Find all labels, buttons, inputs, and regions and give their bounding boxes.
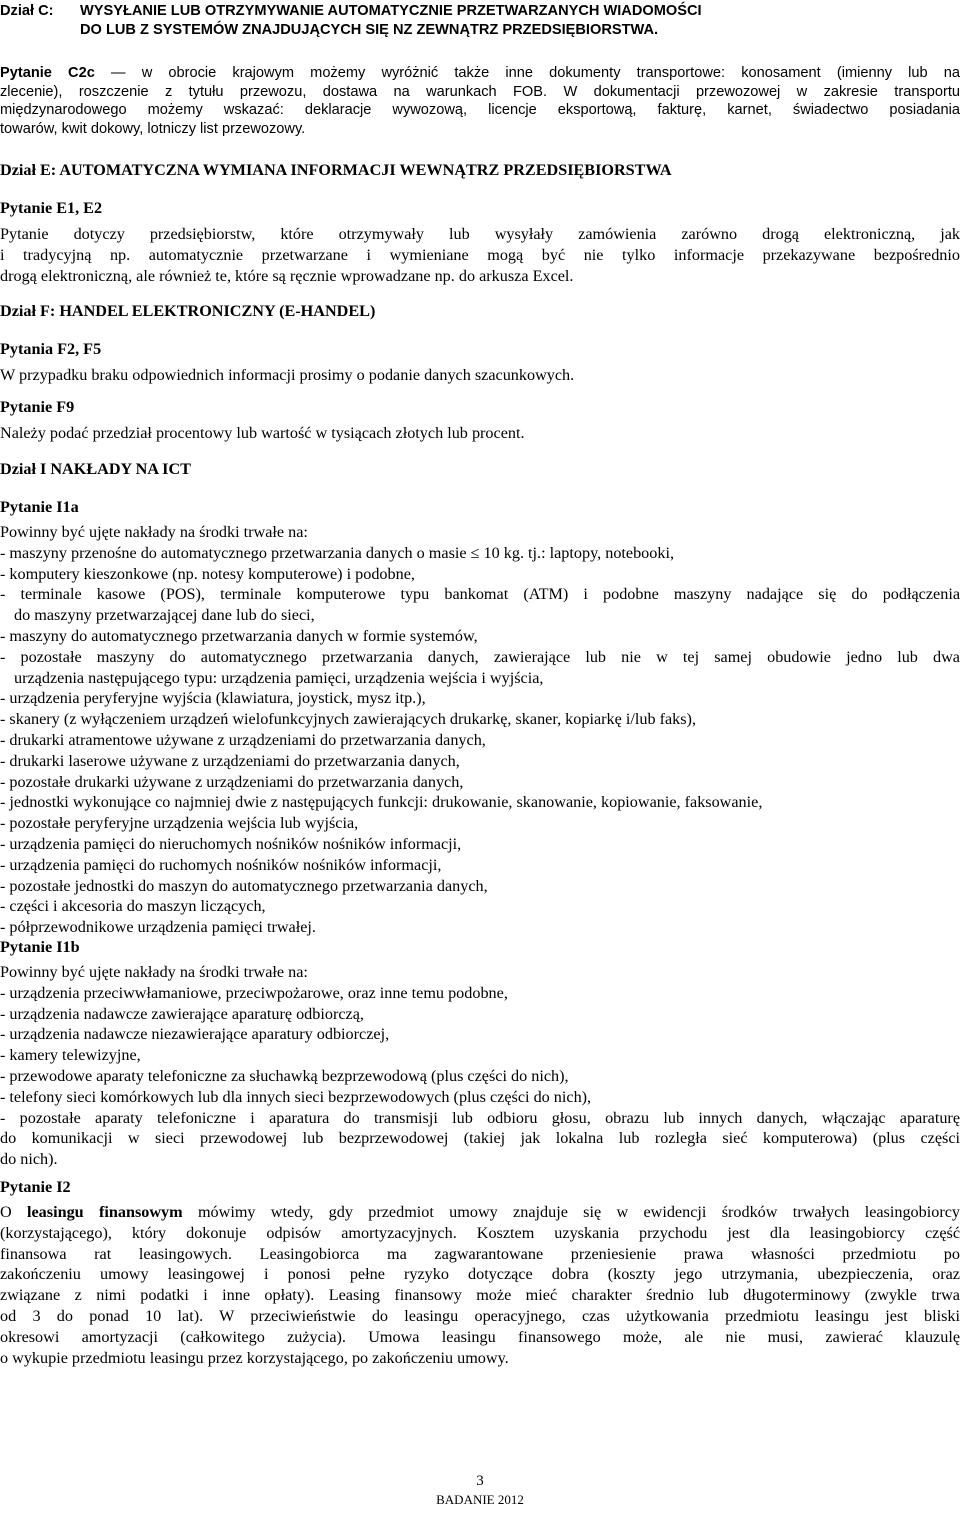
list-item: - pozostałe maszyny do automatycznego przetwarzania danych, zawierające lub nie w tej samej obudowie jedno lub dwa [0,647,960,666]
list-item: - pozostałe peryferyjne urządzenia wejścia lub wyjścia, [0,814,359,833]
list-item: - przewodowe aparaty telefoniczne za słuchawką bezprzewodową (plus części do nich), [0,1066,569,1085]
list-item: - urządzenia pamięci do nieruchomych nośników nośników informacji, [0,834,462,853]
list-item: - terminale kasowe (POS), terminale komputerowe typu bankomat (ATM) i podobne maszyny nadające się do podłączenia [0,585,960,604]
list-item: - drukarki atramentowe używane z urządzeniami do przetwarzania danych, [0,730,486,749]
i2-paragraph: O leasingu finansowym mówimy wtedy, gdy przedmiot umowy znajduje się w ewidencji środków trwałych leasingobiorcy (korzystającego), który dokonuje odpisów amortyzacyjnych. Kosztem uzyskania przychodu jest dla leasingobiorcy część finansowa rat leasingowych. Leasingobiorca ma zagwarantowane przeniesienie prawa własności przedmiotu po zakończeniu umowy leasingowej i ponosi pełne ryzyko dotyczące dobra (koszty jego utrzymania, ubezpieczenia, oraz związane z nimi podatki i inne opłaty). Leasing finansowy może mieć charakter średnio lub długoterminowy (zwykle trwa od 3 do ponad 10 lat). W przeciwieństwie do leasingu operacyjnego, czas użytkowania przedmiotu leasingu jest bliski okresowi amortyzacji (całkowitego zużycia). Umowa leasingu finansowego może, ale nie musi, zawierać klauzulę o wykupie przedmiotu leasingu przez korzystającego, po zakończeniu umowy. [0,1203,960,1367]
i1b-intro: Powinny być ujęte nakłady na środki trwałe na: [0,963,308,981]
i2-term: leasingu finansowym [27,1203,183,1221]
page-number: 3 [476,1473,484,1489]
list-item: - maszyny przenośne do automatycznego przetwarzania danych o masie ≤ 10 kg. tj.: laptopy, notebooki, [0,543,675,562]
list-item: - urządzenia pamięci do ruchomych nośników nośników informacji, [0,855,442,874]
section-c-title-line1: WYSYŁANIE LUB OTRZYMYWANIE AUTOMATYCZNIE PRZETWARZANYCH WIADOMOŚCI [80,3,702,19]
list-item-continued: do nich). [0,1150,58,1169]
list-item: - urządzenia nadawcze zawierające aparaturę odbiorczą, [0,1004,364,1023]
i2-label: Pytanie I2 [0,1178,71,1196]
f2-f5-label: Pytania F2, F5 [0,340,102,358]
list-item: - maszyny do automatycznego przetwarzania danych w formie systemów, [0,626,478,645]
list-item-continued: do komunikacji w sieci przewodowej lub bezprzewodowej (takiej jak lokalna lub rozległa sieć komputerowa) (plus części [0,1129,960,1148]
list-item: - części i akcesoria do maszyn liczących, [0,897,266,916]
list-item: - drukarki laserowe używane z urządzeniami do przetwarzania danych, [0,751,460,770]
list-item: - komputery kieszonkowe (np. notesy komputerowe) i podobne, [0,564,415,583]
section-e-paragraph: Pytanie dotyczy przedsiębiorstw, które otrzymywały lub wysyłały zamówienia zarówno drogą elektroniczną, jak i tradycyjną np. automatycznie przetwarzane i wymieniane mogą być nie tylko informacje przekazywane bezpośrednio drogą elektroniczną, ale również te, które są ręcznie wprowadzane np. do arkusza Excel. [0,225,960,285]
list-item: - jednostki wykonujące co najmniej dwie z następujących funkcji: drukowanie, skanowanie, kopiowanie, faksowanie, [0,793,763,812]
i1a-list [0,522,960,938]
list-item: - urządzenia przeciwwłamaniowe, przeciwpożarowe, oraz inne temu podobne, [0,983,508,1002]
c2c-label: Pytanie C2c [0,65,95,81]
list-item: - urządzenia nadawcze niezawierające aparatury odbiorczej, [0,1025,390,1044]
i1b-label: Pytanie I1b [0,938,80,956]
f2-f5-text: W przypadku braku odpowiednich informacji prosimy o podanie danych szacunkowych. [0,366,575,384]
e1-e2-label: Pytanie E1, E2 [0,199,103,217]
i1a-label: Pytanie I1a [0,498,79,516]
list-item-continued: do maszyny przetwarzającej dane lub do sieci, [14,606,315,625]
list-item: - kamery telewizyjne, [0,1046,141,1065]
list-item: - pozostałe aparaty telefoniczne i aparatura do transmisji lub odbioru głosu, obrazu lub innych danych, włączając aparaturę [0,1108,960,1127]
i1b-list [0,962,960,1170]
list-item: - półprzewodnikowe urządzenia pamięci trwałej. [0,918,316,937]
section-c-heading [0,2,960,21]
section-c [0,2,960,39]
list-item: - telefony sieci komórkowych lub dla innych sieci bezprzewodowych (plus części do nich), [0,1087,592,1106]
list-item: - pozostałe drukarki używane z urządzeniami do przetwarzania danych, [0,772,464,791]
list-item-continued: urządzenia następującego typu: urządzenia pamięci, urządzenia wejścia i wyjścia, [14,668,544,687]
section-f-heading: Dział F: HANDEL ELEKTRONICZNY (E-HANDEL) [0,302,376,320]
f9-text: Należy podać przedział procentowy lub wartość w tysiącach złotych lub procent. [0,424,525,442]
c2c-line-1: Pytanie C2c — w obrocie krajowym możemy wyróżnić także inne dokumenty transportowe: konosament (imienny lub na [0,65,960,81]
c2c-line-3: międzynarodowego możemy wskazać: deklaracje wywozową, licencje eksportową, fakturę, karnet, świadectwo posiadania [0,102,960,119]
section-c-prefix: Dział C: [0,3,54,19]
i1a-intro: Powinny być ujęte nakłady na środki trwałe na: [0,523,308,541]
list-item: - pozostałe jednostki do maszyn do automatycznego przetwarzania danych, [0,876,488,895]
i2-line-1: O leasingu finansowym mówimy wtedy, gdy przedmiot umowy znajduje się w ewidencji środków trwałych leasingobiorcy [0,1203,960,1221]
f9-label: Pytanie F9 [0,398,75,416]
footer-survey: BADANIE 2012 [436,1492,524,1507]
section-c-paragraph [0,64,960,138]
c2c-line-4: towarów, kwit dokowy, lotniczy list przewozowy. [0,120,306,137]
list-item: - urządzenia peryferyjne wyjścia (klawiatura, joystick, mysz itp.), [0,689,426,708]
section-e-heading: Dział E: AUTOMATYCZNA WYMIANA INFORMACJI WEWNĄTRZ PRZEDSIĘBIORSTWA [0,161,672,179]
list-item: - skanery (z wyłączeniem urządzeń wielofunkcyjnych zawierających drukarkę, skaner, kopiarkę i/lub faks), [0,710,696,729]
section-c-title-line2: DO LUB Z SYSTEMÓW ZNAJDUJĄCYCH SIĘ NZ ZEWNĄTRZ PRZEDSIĘBIORSTWA. [80,21,659,38]
section-i-heading: Dział I NAKŁADY NA ICT [0,460,191,478]
c2c-line-2: zlecenie), roszczenie z tytułu przewozu, dostawa na warunkach FOB. W dokumentacji przewozowej w zakresie transportu [0,83,960,100]
